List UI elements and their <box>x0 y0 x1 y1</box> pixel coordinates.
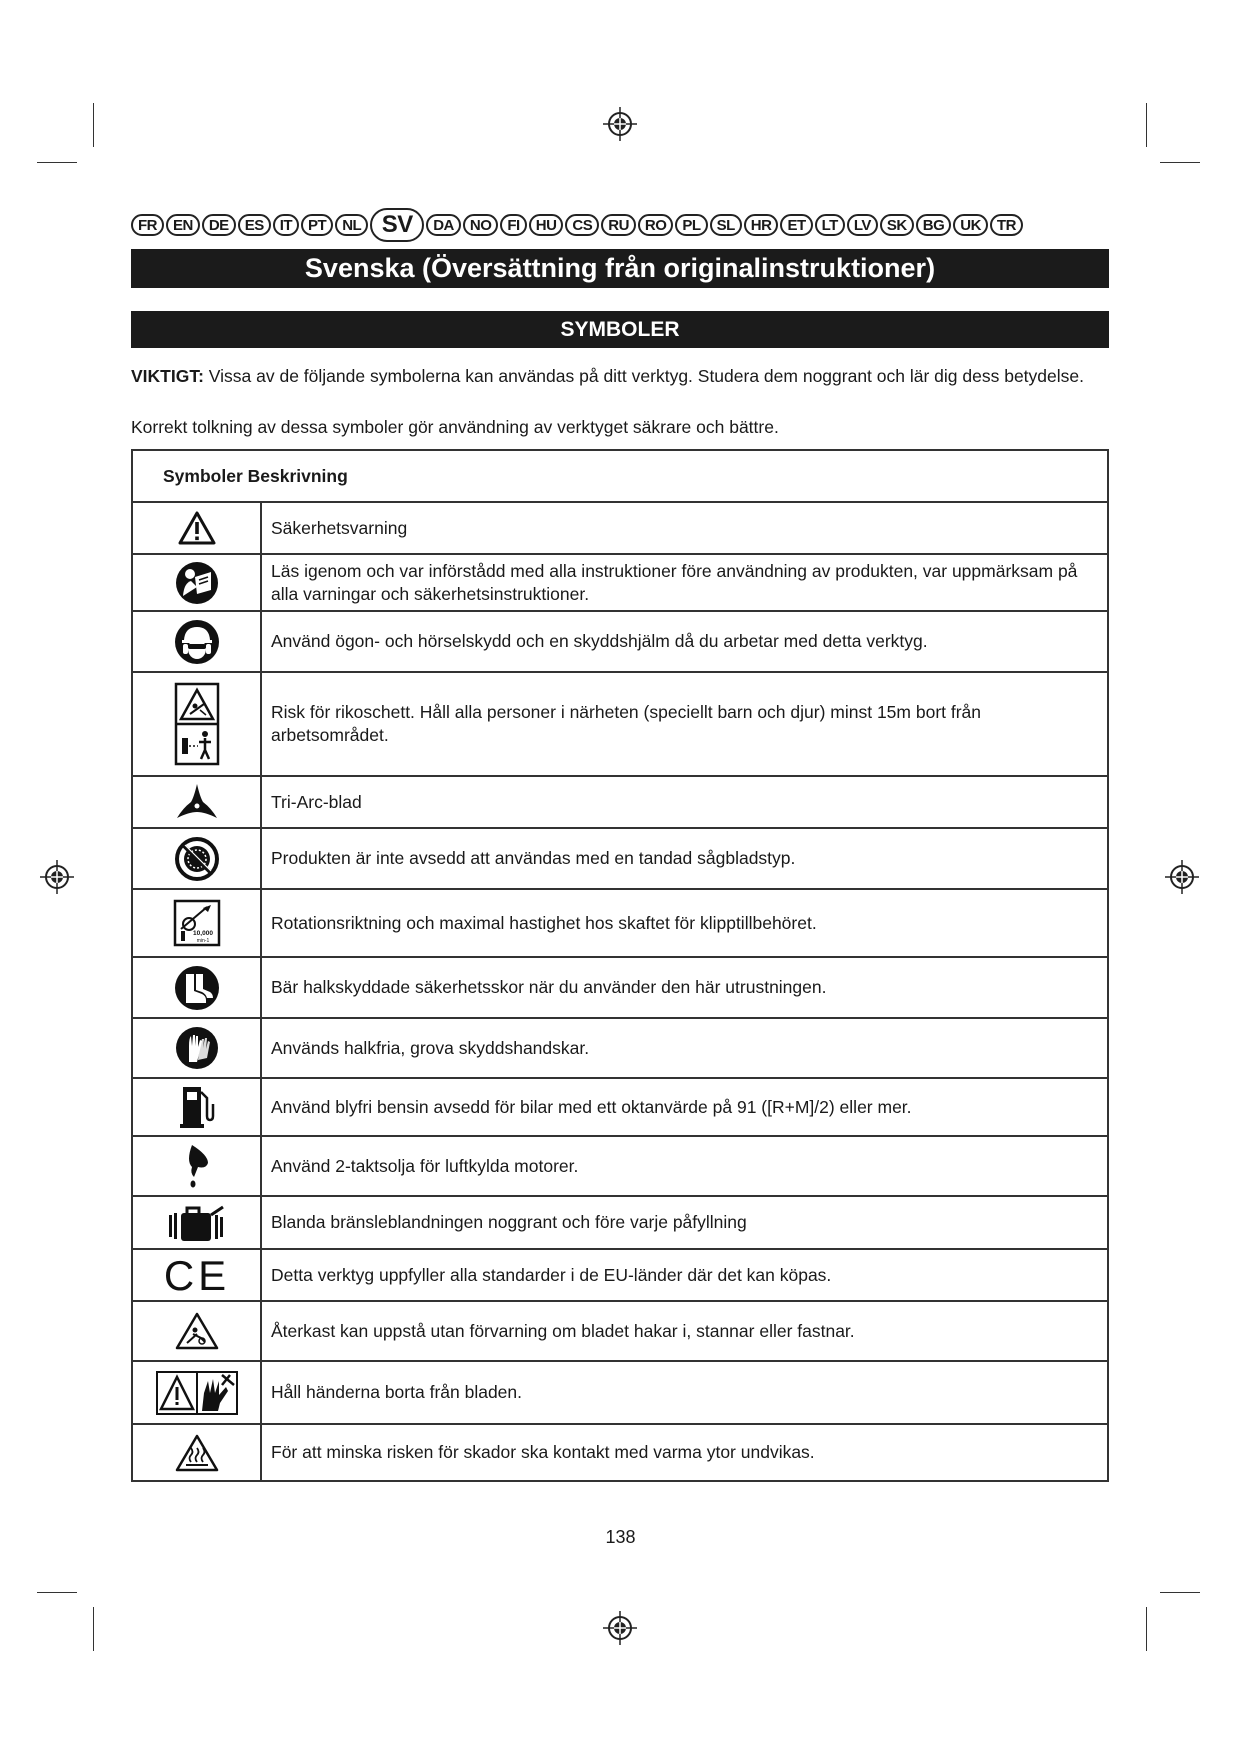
table-row <box>132 672 1108 776</box>
ce-mark-label: CE <box>163 1252 230 1299</box>
rpm-unit-label: min-1 <box>196 938 209 944</box>
ricochet-distance-icon <box>174 682 220 766</box>
symbol-description: Säkerhetsvarning <box>261 502 1108 554</box>
crop-mark <box>1160 162 1200 163</box>
table-row <box>132 611 1108 672</box>
table-row <box>132 1361 1108 1424</box>
fuel-can-icon <box>165 1203 229 1243</box>
table-header: Symboler Beskrivning <box>132 450 1108 502</box>
safety-boots-icon <box>174 965 220 1011</box>
symbol-description: Tri-Arc-blad <box>261 776 1108 828</box>
language-badge-pl: PL <box>675 214 707 236</box>
symbol-description: Detta verktyg uppfyller alla standarder i de EU-länder där det kan köpas. <box>261 1249 1108 1301</box>
language-badge-uk: UK <box>953 214 988 236</box>
table-row <box>132 828 1108 889</box>
page-number: 138 <box>605 1527 636 1547</box>
language-badge-de: DE <box>202 214 236 236</box>
table-row <box>132 889 1108 957</box>
no-saw-blade-icon <box>175 837 219 881</box>
page-title: Svenska (Översättning från originalinstruktioner) <box>131 249 1109 288</box>
table-row <box>132 502 1108 554</box>
language-badge-tr: TR <box>990 214 1023 236</box>
intro-text: Korrekt tolkning av dessa symboler gör användning av verktyget säkrare och bättre. <box>131 417 779 437</box>
registration-mark-icon <box>603 107 637 141</box>
language-badge-en: EN <box>166 214 200 236</box>
language-badge-fr: FR <box>131 214 164 236</box>
crop-mark <box>37 162 77 163</box>
language-badge-nl: NL <box>335 214 368 236</box>
symbol-description: Blanda bränsleblandningen noggrant och före varje påfyllning <box>261 1196 1108 1249</box>
language-badge-hr: HR <box>744 214 779 236</box>
table-header-row <box>132 450 1108 502</box>
oil-drop-icon <box>180 1143 214 1189</box>
symbol-description: Används halkfria, grova skyddshandskar. <box>261 1018 1108 1078</box>
table-row <box>132 1078 1108 1136</box>
important-text: Vissa av de följande symbolerna kan användas på ditt verktyg. Studera dem noggrant och lär dig dess betydelse. <box>203 366 1084 386</box>
table-row <box>132 1018 1108 1078</box>
symbol-description: Bär halkskyddade säkerhetsskor när du använder den här utrustningen. <box>261 957 1108 1018</box>
table-row <box>132 776 1108 828</box>
read-manual-icon <box>175 561 219 605</box>
language-badge-da: DA <box>426 214 461 236</box>
language-badge-bg: BG <box>916 214 952 236</box>
table-row <box>132 1301 1108 1361</box>
language-badge-no: NO <box>463 214 499 236</box>
table-row <box>132 957 1108 1018</box>
kickback-warning-icon <box>175 1312 219 1350</box>
head-protection-icon <box>174 619 220 665</box>
language-badge-sv: SV <box>370 208 424 242</box>
crop-mark <box>37 1592 77 1593</box>
language-badge-sl: SL <box>710 214 742 236</box>
language-badge-it: IT <box>273 214 299 236</box>
language-badge-lv: LV <box>847 214 878 236</box>
language-badge-ru: RU <box>601 214 636 236</box>
registration-mark-icon <box>1165 860 1199 894</box>
symbol-description: Använd ögon- och hörselskydd och en skyddshjälm då du arbetar med detta verktyg. <box>261 611 1108 672</box>
symbol-description: För att minska risken för skador ska kontakt med varma ytor undvikas. <box>261 1424 1108 1481</box>
hands-blade-warning-icon <box>156 1371 238 1415</box>
symbol-description: Återkast kan uppstå utan förvarning om bladet hakar i, stannar eller fastnar. <box>261 1301 1108 1361</box>
table-row <box>132 554 1108 611</box>
hot-surface-icon <box>175 1434 219 1472</box>
language-badge-sk: SK <box>880 214 914 236</box>
language-badge-pt: PT <box>301 214 333 236</box>
language-selector <box>131 207 1107 243</box>
warning-triangle-icon <box>178 511 216 545</box>
registration-mark-icon <box>603 1611 637 1645</box>
registration-mark-icon <box>40 860 74 894</box>
symbol-description: Använd blyfri bensin avsedd för bilar med ett oktanvärde på 91 ([R+M]/2) eller mer. <box>261 1078 1108 1136</box>
fuel-pump-icon <box>179 1084 215 1130</box>
language-badge-hu: HU <box>529 214 564 236</box>
rotation-speed-icon <box>173 899 221 947</box>
table-row <box>132 1249 1108 1301</box>
language-badge-et: ET <box>780 214 812 236</box>
table-row <box>132 1196 1108 1249</box>
table-row <box>132 1424 1108 1481</box>
tri-arc-blade-icon <box>175 782 219 822</box>
table-row <box>132 1136 1108 1196</box>
rpm-value-label: 10,000 <box>192 930 213 937</box>
symbol-description: Läs igenom och var införstådd med alla instruktioner före användning av produkten, var uppmärksam på alla varningar och säkerhetsinstruktioner. <box>261 554 1108 611</box>
language-badge-cs: CS <box>565 214 599 236</box>
symbol-description: Risk för rikoschett. Håll alla personer i närheten (speciellt barn och djur) minst 15m bort från arbetsområdet. <box>261 672 1108 776</box>
language-badge-lt: LT <box>815 214 845 236</box>
important-label: VIKTIGT: <box>131 366 204 386</box>
gloves-icon <box>175 1026 219 1070</box>
language-badge-fi: FI <box>500 214 526 236</box>
section-title: SYMBOLER <box>131 311 1109 348</box>
important-note <box>131 366 1109 387</box>
ce-mark-icon <box>163 1252 230 1299</box>
crop-mark <box>1146 103 1147 147</box>
crop-mark <box>1146 1607 1147 1651</box>
symbol-description: Håll händerna borta från bladen. <box>261 1361 1108 1424</box>
language-badge-es: ES <box>238 214 271 236</box>
crop-mark <box>93 103 94 147</box>
symbol-description: Använd 2-taktsolja för luftkylda motorer. <box>261 1136 1108 1196</box>
language-badge-ro: RO <box>638 214 674 236</box>
crop-mark <box>1160 1592 1200 1593</box>
symbol-description: Rotationsriktning och maximal hastighet hos skaftet för klipptillbehöret. <box>261 889 1108 957</box>
crop-mark <box>93 1607 94 1651</box>
symbol-description: Produkten är inte avsedd att användas med en tandad sågbladstyp. <box>261 828 1108 889</box>
symbols-table <box>131 449 1109 1482</box>
